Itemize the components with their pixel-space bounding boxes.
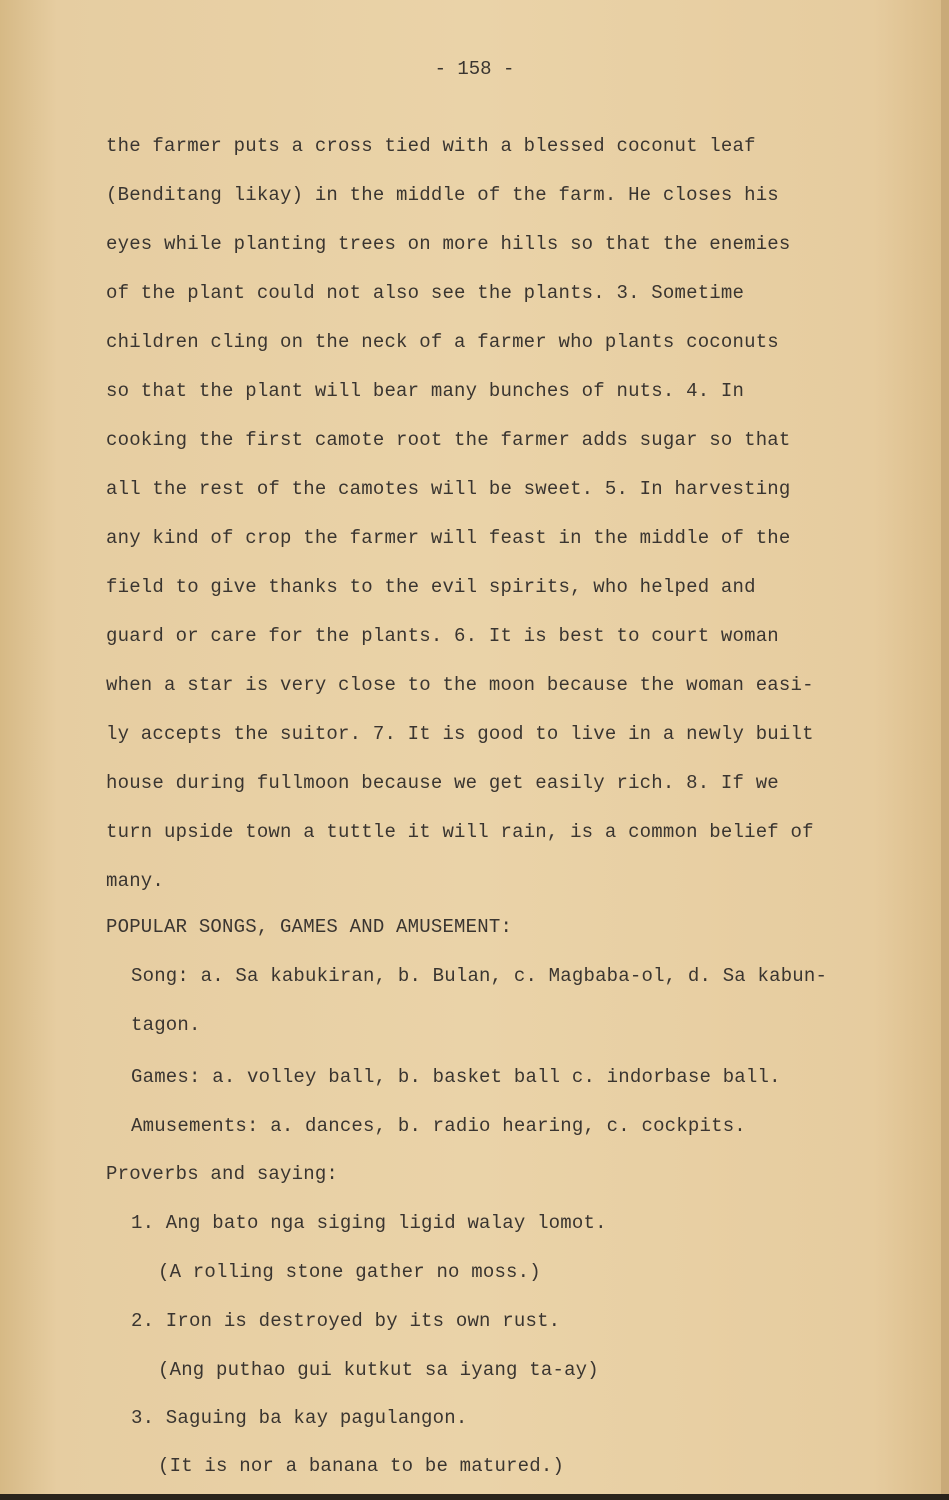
body-line: ly accepts the suitor. 7. It is good to live in a newly built — [106, 723, 814, 745]
body-line: the farmer puts a cross tied with a blessed coconut leaf — [106, 135, 756, 157]
body-line: cooking the first camote root the farmer adds sugar so that — [106, 429, 791, 451]
section-heading-songs: POPULAR SONGS, GAMES AND AMUSEMENT: — [106, 916, 513, 938]
songs-line: Song: a. Sa kabukiran, b. Bulan, c. Magbaba-ol, d. Sa kabun- — [131, 965, 828, 987]
proverb-text: 1. Ang bato nga siging ligid walay lomot. — [131, 1212, 607, 1234]
body-line: (Benditang likay) in the middle of the farm. He closes his — [106, 184, 779, 206]
songs-line: tagon. — [131, 1014, 201, 1036]
body-line: eyes while planting trees on more hills so that the enemies — [106, 233, 791, 255]
body-line: any kind of crop the farmer will feast in the middle of the — [106, 527, 791, 549]
proverb-text: 2. Iron is destroyed by its own rust. — [131, 1310, 561, 1332]
body-line: all the rest of the camotes will be sweet. 5. In harvesting — [106, 478, 791, 500]
page-bottom-border — [0, 1494, 949, 1500]
section-heading-proverbs: Proverbs and saying: — [106, 1163, 339, 1185]
page-number: - 158 - — [434, 58, 515, 80]
body-line: guard or care for the plants. 6. It is best to court woman — [106, 625, 779, 647]
proverb-translation: (Ang puthao gui kutkut sa iyang ta-ay) — [158, 1359, 599, 1381]
body-line: many. — [106, 870, 165, 892]
page-edge — [941, 0, 949, 1500]
proverb-translation: (It is nor a banana to be matured.) — [158, 1455, 565, 1477]
proverb-translation: (A rolling stone gather no moss.) — [158, 1261, 541, 1283]
body-line: house during fullmoon because we get easily rich. 8. If we — [106, 772, 779, 794]
body-line: when a star is very close to the moon because the woman easi- — [106, 674, 814, 696]
body-line: children cling on the neck of a farmer who plants coconuts — [106, 331, 779, 353]
proverb-text: 3. Saguing ba kay pagulangon. — [131, 1407, 468, 1429]
body-line: of the plant could not also see the plants. 3. Sometime — [106, 282, 745, 304]
body-line: field to give thanks to the evil spirits, who helped and — [106, 576, 756, 598]
games-line: Games: a. volley ball, b. basket ball c. indorbase ball. — [131, 1066, 781, 1088]
body-line: so that the plant will bear many bunches of nuts. 4. In — [106, 380, 745, 402]
body-line: turn upside town a tuttle it will rain, is a common belief of — [106, 821, 814, 843]
amusements-line: Amusements: a. dances, b. radio hearing, c. cockpits. — [131, 1115, 746, 1137]
